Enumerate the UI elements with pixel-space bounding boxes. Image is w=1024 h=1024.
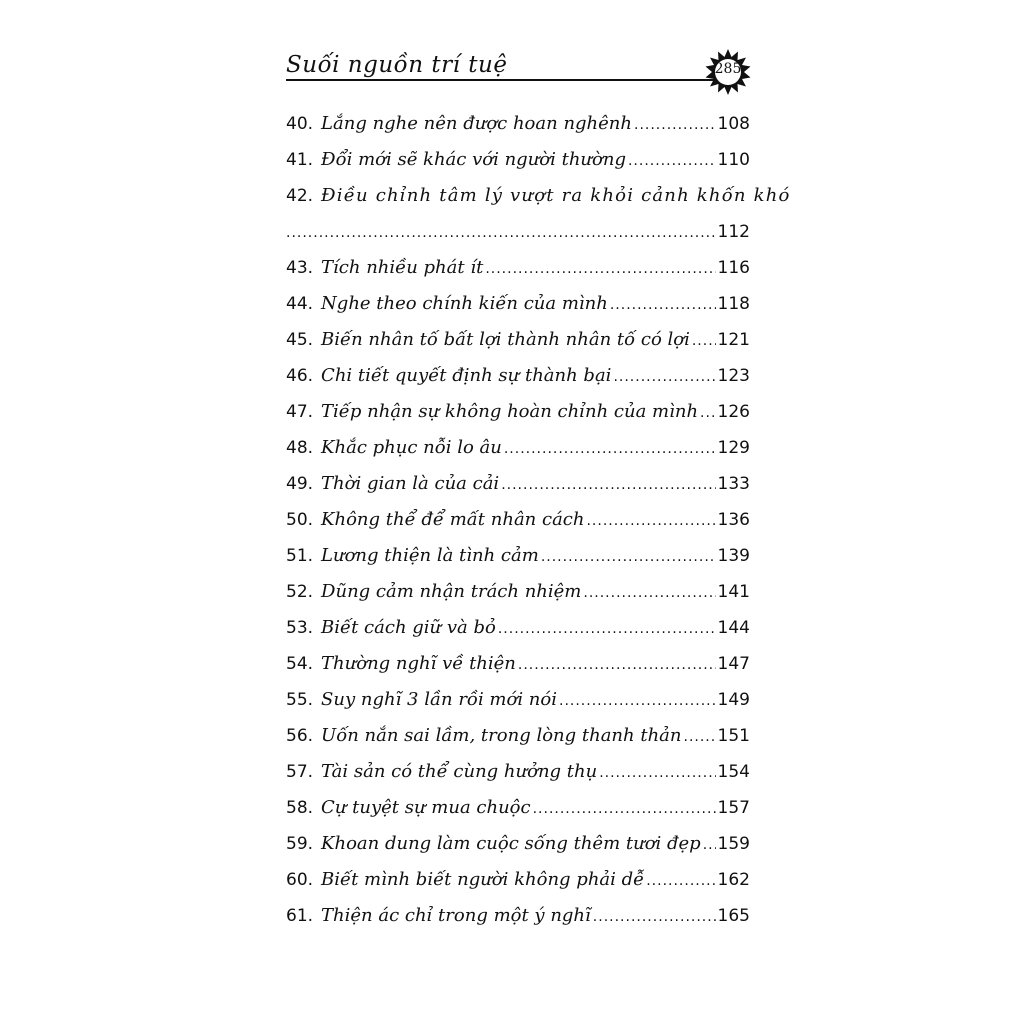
page-header	[286, 48, 756, 88]
entry-number: 57.	[286, 762, 314, 782]
dot-leader	[593, 898, 716, 935]
toc-entry	[286, 394, 750, 430]
entry-title: Biết cách giữ và bỏ	[321, 617, 496, 638]
dot-leader	[504, 430, 716, 467]
dot-leader	[599, 754, 715, 791]
table-of-contents	[286, 106, 791, 934]
toc-entry	[286, 718, 750, 754]
toc-entry	[286, 322, 750, 358]
entry-page: 157	[717, 798, 750, 818]
entry-title: Biến nhân tố bất lợi thành nhân tố có lợi	[321, 329, 690, 350]
entry-title: Biết mình biết người không phải dễ	[321, 869, 645, 890]
dot-leader	[559, 682, 716, 719]
toc-entry	[286, 286, 750, 322]
running-title: Suối nguồn trí tuệ	[286, 52, 508, 78]
dot-leader	[586, 502, 715, 539]
toc-entry	[286, 250, 750, 286]
entry-number: 55.	[286, 690, 314, 710]
toc-entry	[286, 538, 750, 574]
entry-title: Không thể để mất nhân cách	[321, 509, 585, 530]
toc-entry	[286, 502, 750, 538]
entry-number: 59.	[286, 834, 314, 854]
entry-title: Khắc phục nỗi lo âu	[321, 437, 502, 458]
dot-leader	[692, 322, 716, 359]
entry-number: 52.	[286, 582, 314, 602]
entry-title: Thường nghĩ về thiện	[321, 653, 516, 674]
entry-title: Lắng nghe nên được hoan nghênh	[321, 113, 632, 134]
entry-number: 61.	[286, 906, 314, 926]
entry-title: Suy nghĩ 3 lần rồi mới nói	[321, 689, 557, 710]
toc-entry	[286, 826, 750, 862]
entry-number: 49.	[286, 474, 314, 494]
toc-entry	[286, 862, 750, 898]
dot-leader	[533, 790, 716, 827]
dot-leader	[646, 862, 715, 899]
entry-number: 41.	[286, 150, 314, 170]
entry-number: 46.	[286, 366, 314, 386]
dot-leader	[583, 574, 715, 611]
dot-leader	[501, 466, 715, 503]
dot-leader	[703, 826, 716, 863]
page-number-badge	[704, 48, 752, 96]
toc-entry	[286, 682, 750, 718]
entry-page: 121	[717, 330, 750, 350]
entry-number: 54.	[286, 654, 314, 674]
entry-page: 149	[717, 690, 750, 710]
entry-page: 116	[717, 258, 750, 278]
dot-leader	[485, 250, 715, 287]
entry-number: 42.	[286, 186, 314, 206]
entry-page: 159	[717, 834, 750, 854]
entry-page: 154	[717, 762, 750, 782]
entry-number: 43.	[286, 258, 314, 278]
dot-leader	[498, 610, 716, 647]
entry-number: 50.	[286, 510, 314, 530]
entry-title: Khoan dung làm cuộc sống thêm tươi đẹp	[321, 833, 701, 854]
entry-number: 47.	[286, 402, 314, 422]
toc-entry	[286, 142, 750, 178]
entry-page: 151	[717, 726, 750, 746]
toc-entry	[286, 430, 750, 466]
entry-title: Chi tiết quyết định sự thành bại	[321, 365, 612, 386]
entry-page: 118	[717, 294, 750, 314]
entry-number: 40.	[286, 114, 314, 134]
entry-page: 110	[717, 150, 750, 170]
toc-entry	[286, 898, 750, 934]
entry-number: 48.	[286, 438, 314, 458]
header-rule	[286, 79, 718, 81]
entry-title: Cự tuyệt sự mua chuộc	[321, 797, 531, 818]
toc-entry	[286, 646, 750, 682]
entry-title: Điều chỉnh tâm lý vượt ra khỏi cảnh khốn khó	[321, 185, 791, 206]
entry-title: Thời gian là của cải	[321, 473, 500, 494]
toc-entry	[286, 358, 750, 394]
entry-page: 139	[717, 546, 750, 566]
entry-number: 58.	[286, 798, 314, 818]
dot-leader	[286, 214, 716, 251]
dot-leader	[700, 394, 716, 431]
entry-title: Tiếp nhận sự không hoàn chỉnh của mình	[321, 401, 699, 422]
dot-leader	[684, 718, 716, 755]
entry-title: Đổi mới sẽ khác với người thường	[321, 149, 626, 170]
dot-leader	[610, 286, 716, 323]
toc-entry	[286, 178, 791, 214]
entry-title: Tích nhiều phát ít	[321, 257, 484, 278]
entry-page: 136	[717, 510, 750, 530]
entry-number: 53.	[286, 618, 314, 638]
entry-title: Thiện ác chỉ trong một ý nghĩ	[321, 905, 591, 926]
dot-leader	[634, 106, 716, 143]
entry-page: 129	[717, 438, 750, 458]
entry-number: 44.	[286, 294, 314, 314]
entry-page: 133	[717, 474, 750, 494]
entry-page: 141	[717, 582, 750, 602]
toc-entry	[286, 754, 750, 790]
dot-leader	[518, 646, 716, 683]
entry-title: Nghe theo chính kiến của mình	[321, 293, 608, 314]
entry-title: Dũng cảm nhận trách nhiệm	[321, 581, 582, 602]
dot-leader	[541, 538, 716, 575]
entry-page: 162	[717, 870, 750, 890]
entry-title: Tài sản có thể cùng hưởng thụ	[321, 761, 598, 782]
entry-page: 147	[717, 654, 750, 674]
entry-number: 51.	[286, 546, 314, 566]
toc-entry	[286, 106, 750, 142]
toc-entry	[286, 610, 750, 646]
entry-title: Lương thiện là tình cảm	[321, 545, 539, 566]
page-number: 285	[714, 61, 742, 77]
entry-title: Uốn nắn sai lầm, trong lòng thanh thản	[321, 725, 682, 746]
entry-page: 112	[717, 222, 750, 242]
toc-entry	[286, 466, 750, 502]
entry-page: 165	[717, 906, 750, 926]
entry-page: 144	[717, 618, 750, 638]
toc-entry	[286, 790, 750, 826]
entry-number: 45.	[286, 330, 314, 350]
dot-leader	[628, 142, 716, 179]
toc-entry	[286, 574, 750, 610]
toc-entry-continuation	[286, 214, 750, 250]
entry-page: 123	[717, 366, 750, 386]
entry-page: 108	[717, 114, 750, 134]
entry-number: 60.	[286, 870, 314, 890]
dot-leader	[613, 358, 715, 395]
entry-page: 126	[717, 402, 750, 422]
entry-number: 56.	[286, 726, 314, 746]
